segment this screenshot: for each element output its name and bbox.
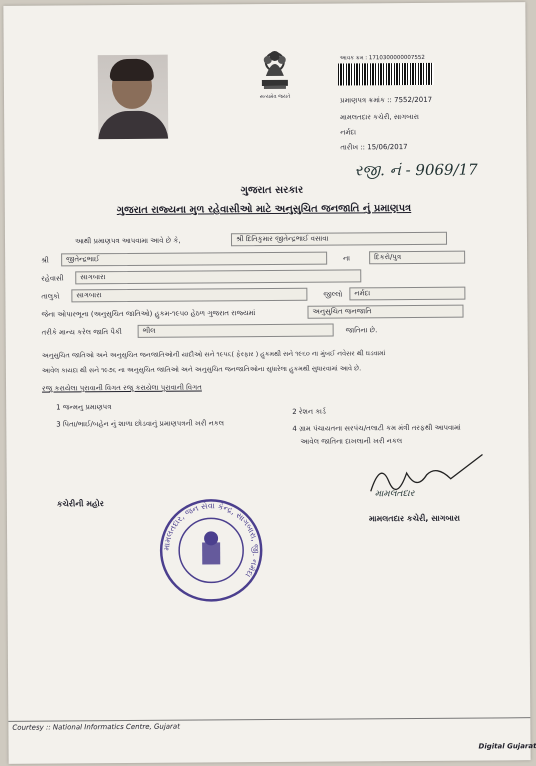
district-label: જીલ્લો bbox=[323, 290, 343, 299]
svg-text:મામલતદાર, જન સેવા કેન્દ્ર, સાગ: મામલતદાર, જન સેવા કેન્દ્ર, સાગબારા, જી. નર્મદા bbox=[162, 501, 261, 579]
barcode bbox=[338, 63, 434, 86]
caste-suffix: જાતિના છે. bbox=[345, 326, 378, 335]
handwritten-reg-number: રજી. નં - 9069/17 bbox=[354, 160, 478, 180]
resident-value: સાગબારા bbox=[75, 269, 361, 284]
caste-label: તરીકે માન્ય કરેલ જાતિ પૈકી bbox=[41, 328, 122, 337]
certificate-page bbox=[3, 2, 536, 764]
document-3: 3 પિતા/ભાઈ/બહેન નું શાળા છોડવાનું પ્રમાણપત્રની ખરી નકલ bbox=[56, 419, 225, 429]
emblem-caption: સત્યમેવ જયતે bbox=[259, 93, 291, 101]
father-name: જીતેન્દ્રભાઈ bbox=[61, 252, 327, 267]
cert-number: પ્રમાણપત્ર ક્રમાંક :: 7552/2017 bbox=[340, 95, 433, 105]
signature-text: મામલતદાર bbox=[374, 488, 415, 500]
taluka-label: તાલુકો bbox=[41, 292, 60, 301]
office-seal-label: કચેરીની મહોર bbox=[56, 499, 104, 509]
office-stamp-icon bbox=[157, 496, 266, 605]
category-value: અનુસુચિત જનજાતિ bbox=[307, 305, 463, 319]
taluka-value: સાગબારા bbox=[71, 288, 307, 303]
certificate-title: ગુજરાત રાજ્યના મુળ રહેવાસીઓ માટે અનુસુચિત જનજાતિ નું પ્રમાણપત્ર bbox=[116, 202, 412, 217]
document-2: 2 રેશન કાર્ડ bbox=[292, 407, 326, 416]
district-name: નર્મદા bbox=[340, 128, 357, 137]
relation: દિકરો/પુત્ર bbox=[369, 251, 465, 265]
document-4-line-1: 4 ગ્રામ પંચાયતના સરપંચ/તલાટી કમ મંત્રી તરફથી આપવામાં bbox=[292, 423, 461, 433]
caste-value: ભીલ bbox=[138, 324, 334, 338]
barcode-text: આવક ક્રમ : 1710300000007552 bbox=[339, 54, 425, 62]
footer-divider bbox=[8, 717, 530, 722]
order-text: જેના ઓપારભૂના (અનુસુચિત જાતિઓ) હુકમ-૧૯૫૦ હેઠળ ગુજરાત રાજ્યમાં bbox=[41, 309, 256, 319]
courtesy-text: Courtesy :: National Informatics Centre, Gujarat bbox=[12, 722, 180, 732]
digital-gujarat-label: Digital Gujarat bbox=[478, 742, 536, 751]
applicant-name: શ્રી દિતિકુમાર જીતેન્દ્રભાઈ વસાવા bbox=[231, 232, 447, 247]
document-1: 1 જન્મનુ પ્રમાણપત્ર bbox=[56, 403, 112, 412]
paragraph-line-1: અનુસુચિત જાતિઓ અને અનુસુચિત જનજાતિઓની યાદીઓ સને ૧૯૫૬( ફેરફાર ) હુકમથી સને ૧૯૬૦ ના મુંબઈ નવેસર થી ઘડવામાં bbox=[41, 349, 386, 360]
resident-label: રહેવાસી bbox=[41, 274, 64, 283]
document-4-line-2: આવેલ જાતિના દાખલાની ખરી નકલ bbox=[300, 437, 403, 446]
documents-heading: રજુ કરાયેલા પુરાવાની વિગત રજુ કરાયેલા પુરાવાની વિગત bbox=[42, 383, 202, 393]
intro-text: આથી પ્રમાણપત્ર આપવામા આવે છે કે, bbox=[74, 236, 181, 246]
na-label: ના bbox=[343, 254, 351, 263]
issue-date: તારીખ :: 15/06/2017 bbox=[340, 143, 408, 152]
district-value: નર્મદા bbox=[349, 287, 465, 301]
father-prefix: શ્રી bbox=[41, 256, 49, 265]
national-emblem-icon bbox=[254, 46, 296, 96]
govt-title: ગુજરાત સરકાર bbox=[240, 184, 304, 197]
issuing-office: મામલતદાર કચેરી, સાગબારા bbox=[340, 112, 419, 122]
paragraph-line-2: આવેલ કાયદા થી સને ૧૯૭૬ ના અનુસુચિત જાતિઓ અને અનુસુચિત જનજાતિઓના સુધારેલા હુકમથી સુધારવામાં આવે છે. bbox=[41, 364, 362, 375]
applicant-photo bbox=[98, 55, 169, 139]
signatory-office: મામલતદાર કચેરી, સાગબારા bbox=[368, 513, 461, 524]
